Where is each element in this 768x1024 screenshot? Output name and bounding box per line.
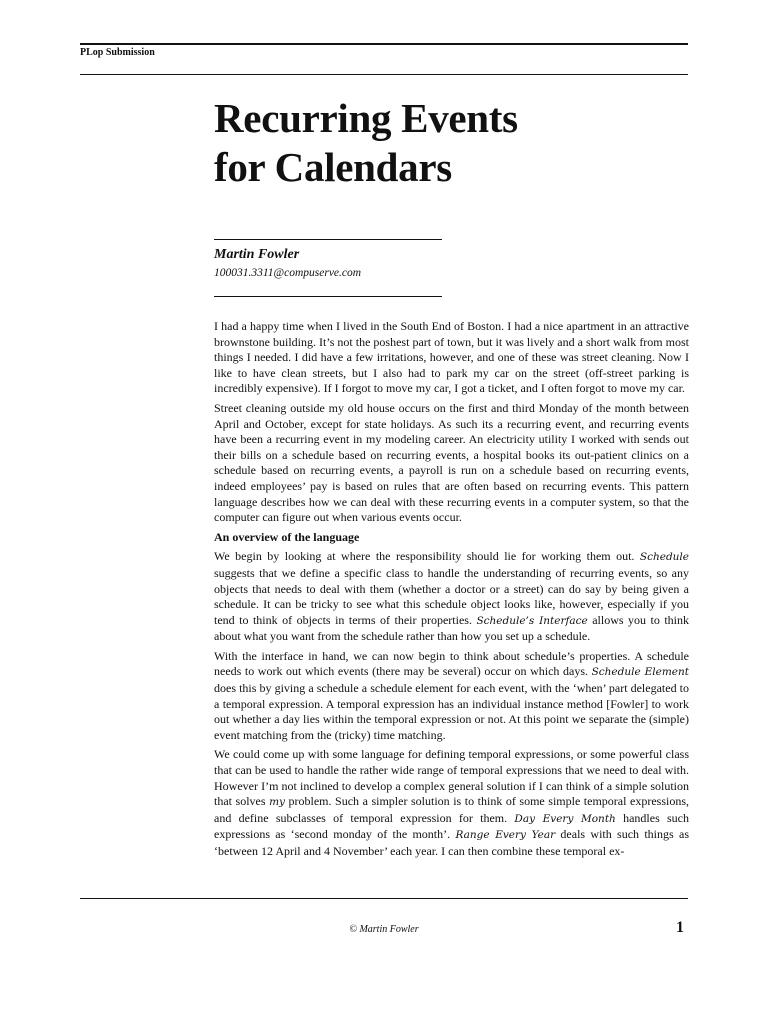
p4-text-a: With the interface in hand, we can now begin to think about schedule’s properties. A schedule needs to work out which events (there may be several) occur on which days. <box>214 648 689 679</box>
header-top-rule <box>80 43 688 45</box>
author-email: 100031.3311@compuserve.com <box>214 267 362 279</box>
author-name: Martin Fowler <box>214 247 300 262</box>
page-number: 1 <box>676 919 684 936</box>
p5-text-a: We could come up with some language for defining temporal expressions, or some powerful class that can be used to handle the rather wide range of temporal expressions that we need to deal with. However I’m not inclined to develop a complex general solution if I can think of a simple solution that solves <box>214 747 689 809</box>
p3-text-c: allows you to think about what you want from the schedule rather than how you set up a schedule. <box>214 612 689 644</box>
paragraph-2: Street cleaning outside my old house occurs on the first and third Monday of the month between April and October, except for state holidays. As such its a recurring event, and recurring events have been a recurring event in my modeling career. An electricity utility I worked with sends out their bills on a schedule based on recurring events, a hospital books its out-patient clinics on a schedule based on recurring events, a payroll is run on a schedule based on recurring events, indeed employees’ pay is based on rules that are often based on recurring events. This pattern language describes how we can deal with these recurring events in a computer system, so that the computer can figure out when various events occur. <box>214 400 689 525</box>
footer-copyright: © Martin Fowler <box>349 924 419 935</box>
term-schedule-element: Schedule Element <box>591 666 690 679</box>
emphasis-my: my <box>269 796 285 809</box>
title-line-1: Recurring Events <box>214 95 518 141</box>
header-bottom-rule <box>80 74 688 75</box>
paper-title <box>214 94 518 192</box>
p3-text-b: suggests that we define a specific class to handle the understanding of recurring events, so any objects that needs to deal with them (whether a doctor or a street) can do say by being given a schedule. It can be tricky to see what this schedule object looks like, however, especially if you tend to think of objects in terms of their properties. <box>214 565 689 627</box>
paragraph-1: I had a happy time when I lived in the South End of Boston. I had a nice apartment in an attractive brownstone building. It’s not the poshest part of town, but it was lively and a short walk from most things I needed. I did have a few irritations, however, and one of these was street cleaning. Now I like to have clean streets, but I also had to park my car on the street (off-street parking is incredibly expensive). If I forgot to move my car, I got a ticket, and I often forgot to move my car. <box>214 319 689 396</box>
p5-text-d: deals with such things as ‘between 12 April and 4 November’ each year. I can then combine these temporal ex- <box>214 827 689 858</box>
paragraph-4 <box>214 649 689 744</box>
p4-text-b: does this by giving a schedule a schedule element for each event, with the ‘when’ part delegated to a temporal expression. A temporal expression has an individual instance method [Fowler] to work out whether a day lies within the temporal expression or not. At this point we separate the (simple) event matching from the (tricky) time matching. <box>214 681 689 742</box>
term-day-every-month: Day Every Month <box>514 812 616 825</box>
author-top-rule <box>214 239 442 240</box>
body-text <box>214 319 689 864</box>
p3-text-a: We begin by looking at where the responsibility should lie for working them out. <box>214 549 640 564</box>
paragraph-3 <box>214 549 689 645</box>
author-bottom-rule <box>214 296 442 297</box>
footer-rule <box>80 898 688 899</box>
paragraph-5 <box>214 747 689 859</box>
p5-text-c: handles such expressions as ‘second monday of the month’. <box>214 810 689 842</box>
title-line-2: for Calendars <box>214 144 452 190</box>
section-heading: An overview of the language <box>214 529 360 544</box>
p5-text-b: problem. Such a simpler solution is to think of some simple temporal expressions, and define subclasses of temporal expression for them. <box>214 794 689 825</box>
term-schedules-interface: Schedule’s Interface <box>476 614 588 627</box>
term-schedule: Schedule <box>639 551 689 564</box>
term-range-every-year: Range Every Year <box>455 829 556 842</box>
header-label: PLop Submission <box>80 47 155 58</box>
